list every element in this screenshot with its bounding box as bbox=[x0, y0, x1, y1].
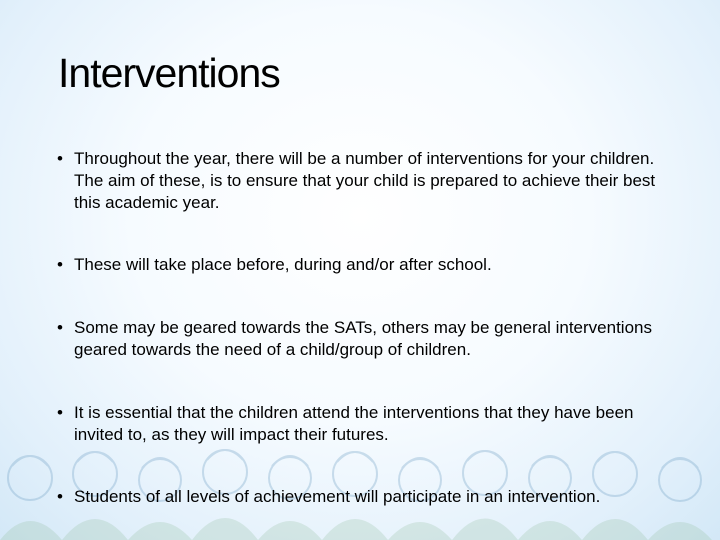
bullet-marker: • bbox=[57, 403, 63, 422]
bullet-text: Students of all levels of achievement will participate in an intervention. bbox=[74, 487, 601, 506]
bullet-text: Some may be geared towards the SATs, others may be general interventions geared towards the need of a child/group of children. bbox=[74, 318, 652, 359]
bullet-item-4 bbox=[57, 402, 664, 446]
bullet-text: Throughout the year, there will be a number of interventions for your children. The aim of these, is to ensure that your child is prepared to achieve their best this academic year. bbox=[74, 149, 656, 212]
bullet-marker: • bbox=[57, 255, 63, 274]
bullet-item-3 bbox=[57, 317, 664, 361]
bullet-marker: • bbox=[57, 318, 63, 337]
bullet-item-1 bbox=[57, 148, 664, 214]
slide-title: Interventions bbox=[58, 50, 280, 96]
bullet-item-5 bbox=[57, 486, 664, 508]
bullet-text: It is essential that the children attend the interventions that they have been invited to, as they will impact their futures. bbox=[74, 403, 634, 444]
bullet-marker: • bbox=[57, 149, 63, 168]
bullet-item-2 bbox=[57, 254, 664, 276]
bullet-text: These will take place before, during and/or after school. bbox=[74, 255, 492, 274]
bullet-marker: • bbox=[57, 487, 63, 506]
